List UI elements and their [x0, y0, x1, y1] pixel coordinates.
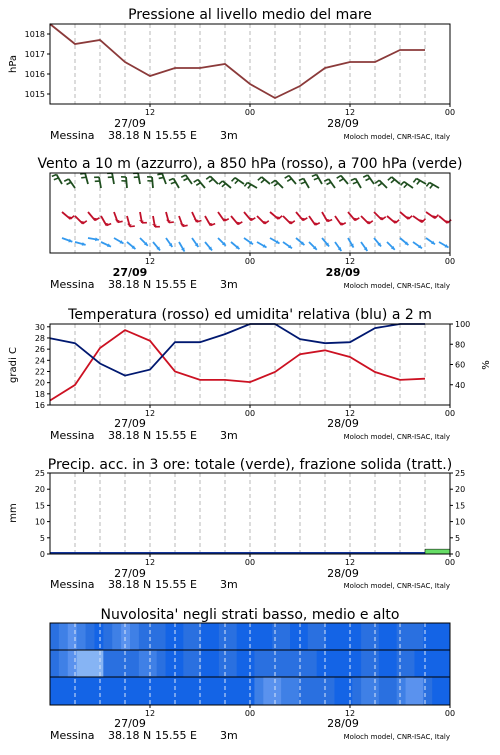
cloud-cell	[237, 650, 246, 677]
cloud-cell	[334, 650, 343, 677]
location-lat: 38.18 N	[108, 729, 151, 742]
cloud-cell	[68, 677, 77, 705]
cloud-cell	[174, 623, 183, 650]
wind-barb	[387, 216, 395, 223]
temperature-title: Temperatura (rosso) ed umidita' relativa (blu) a 2 m	[67, 307, 432, 323]
wind-barb	[112, 173, 114, 184]
location-alt: 3m	[220, 129, 238, 142]
cloud-cell	[50, 650, 59, 677]
cloud-cell	[414, 650, 423, 677]
pressure-x-ticks	[145, 104, 455, 117]
cloud-cell	[308, 623, 317, 650]
x-tick-label: 12	[345, 409, 355, 418]
cloud-cell	[121, 650, 130, 677]
wind-barbs	[52, 173, 451, 251]
cloud-cell	[174, 650, 183, 677]
wind-barb-feather	[52, 174, 57, 176]
cloud-cell	[290, 623, 299, 650]
wind-barb-feather	[312, 174, 317, 176]
cloud-cell	[308, 650, 317, 677]
x-tick-label: 12	[345, 709, 355, 718]
y-tick-label: 22	[35, 367, 45, 376]
y-tick-label: 20	[35, 485, 45, 494]
cloud-cell	[139, 623, 148, 650]
x-tick-label: 00	[245, 257, 255, 266]
cloud-cell	[201, 623, 210, 650]
wind-barb-feather	[244, 183, 247, 187]
y-tick-label: 16	[35, 401, 45, 410]
location-lon: 15.55 E	[155, 429, 197, 442]
cloud-panel	[50, 607, 455, 742]
x-tick-label: 00	[245, 709, 255, 718]
wind-barb-feather	[339, 179, 343, 182]
cloud-cell	[361, 623, 370, 650]
cloud-cell	[441, 677, 450, 705]
y-tick-label: 100	[455, 320, 470, 329]
wind-barb-feather	[196, 183, 200, 186]
cloud-cell	[281, 623, 290, 650]
location-lat: 38.18 N	[108, 278, 151, 291]
y-tick-label: 25	[35, 469, 45, 478]
y-tick-label: 1017	[25, 50, 45, 59]
wind-barb-feather	[301, 182, 306, 184]
y-tick-label: 1016	[25, 70, 45, 79]
y-tick-label: 0	[455, 550, 460, 559]
location-name: Messina	[50, 729, 95, 742]
wind-barb-feather	[54, 178, 59, 180]
cloud-cell	[237, 677, 246, 705]
cloud-cell	[352, 650, 361, 677]
y-tick-label: 1015	[25, 90, 45, 99]
cloud-cell	[174, 677, 183, 705]
cloud-cell	[254, 677, 263, 705]
wind-barb	[75, 216, 83, 224]
cloud-location	[50, 729, 450, 742]
cloud-cell	[94, 677, 103, 705]
wind-x-ticks	[145, 253, 455, 266]
cloud-cells	[50, 623, 451, 705]
cloud-cell	[166, 650, 175, 677]
cloud-cell	[50, 623, 59, 650]
y-tick-label: 15	[35, 501, 45, 510]
wind-barb-feather	[285, 176, 289, 179]
wind-barb	[413, 216, 422, 222]
pressure-date-2: 28/09	[327, 117, 359, 130]
wind-barb-feather	[67, 182, 71, 184]
wind-barb-feather	[287, 179, 291, 182]
cloud-cell	[343, 677, 352, 705]
cloud-cell	[86, 677, 95, 705]
wind-barb-feather	[413, 179, 416, 183]
x-tick-label: 00	[445, 709, 455, 718]
wind-date-1: 27/09	[113, 266, 148, 279]
y-tick-label: 30	[35, 323, 45, 332]
x-tick-label: 12	[145, 709, 155, 718]
pressure-date-1: 27/09	[114, 117, 146, 130]
x-tick-label: 00	[245, 409, 255, 418]
temperature-location	[50, 429, 450, 442]
y-tick-label: 24	[35, 356, 45, 365]
wind-date-2: 28/09	[326, 266, 361, 279]
precipitation-title: Precip. acc. in 3 ore: totale (verde), frazione solida (tratt.)	[48, 457, 452, 473]
wind-barb	[162, 174, 166, 184]
cloud-cell	[228, 650, 237, 677]
cloud-cell	[388, 623, 397, 650]
cloud-cell	[201, 650, 210, 677]
pressure-location	[50, 129, 450, 142]
cloud-cell	[183, 650, 192, 677]
location-alt: 3m	[220, 729, 238, 742]
wind-barb	[152, 177, 153, 188]
cloud-cell	[361, 650, 370, 677]
cloud-cell	[219, 650, 228, 677]
x-tick-label: 12	[345, 257, 355, 266]
location-lat: 38.18 N	[108, 429, 151, 442]
credit-label: Moloch model, CNR-ISAC, Italy	[344, 282, 450, 290]
wind-barb-feather	[351, 178, 356, 180]
pressure-panel	[8, 7, 455, 142]
cloud-cell	[59, 677, 68, 705]
wind-barb-feather	[426, 183, 429, 187]
cloud-cell	[397, 623, 406, 650]
cloud-cell	[414, 623, 423, 650]
wind-barb	[138, 173, 140, 184]
temperature-panel	[8, 307, 492, 442]
cloud-cell	[77, 650, 86, 677]
cloud-cell	[210, 677, 219, 705]
location-name: Messina	[50, 129, 95, 142]
temperature-ylabel: gradi C	[8, 347, 19, 383]
cloud-cell	[157, 677, 166, 705]
cloud-date-2: 28/09	[327, 717, 359, 730]
y-tick-label: 18	[35, 390, 45, 399]
x-tick-label: 12	[145, 108, 155, 117]
wind-barb-feather	[219, 181, 223, 184]
cloud-cell	[121, 623, 130, 650]
cloud-cell	[379, 677, 388, 705]
y-tick-label: 10	[35, 518, 45, 527]
credit-label: Moloch model, CNR-ISAC, Italy	[344, 582, 450, 590]
cloud-cell	[388, 650, 397, 677]
y-tick-label: 5	[40, 534, 45, 543]
location-lon: 15.55 E	[155, 578, 197, 591]
wind-barb-feather	[222, 184, 226, 187]
wind-panel	[37, 156, 462, 291]
precipitation-frame	[50, 473, 450, 554]
cloud-cell	[361, 677, 370, 705]
cloud-cell	[406, 677, 415, 705]
cloud-cell	[148, 677, 157, 705]
precipitation-bar	[425, 549, 450, 554]
cloud-cell	[352, 623, 361, 650]
cloud-cell	[254, 623, 263, 650]
location-name: Messina	[50, 578, 95, 591]
cloud-cell	[210, 623, 219, 650]
pressure-title: Pressione al livello medio del mare	[128, 7, 372, 23]
y-tick-label: 80	[455, 340, 465, 349]
precipitation-x-ticks	[145, 554, 455, 567]
wind-barb-feather	[299, 178, 304, 180]
cloud-cell	[263, 623, 272, 650]
wind-barb-feather	[430, 185, 433, 189]
x-tick-label: 00	[445, 108, 455, 117]
cloud-cell	[272, 677, 281, 705]
cloud-cell	[228, 677, 237, 705]
cloud-cell	[183, 623, 192, 650]
y-tick-label: 0	[40, 550, 45, 559]
cloud-cell	[254, 650, 263, 677]
cloud-cell	[50, 677, 59, 705]
cloud-cell	[228, 623, 237, 650]
cloud-cell	[183, 677, 192, 705]
wind-barb-feather	[232, 178, 235, 182]
cloud-cell	[397, 650, 406, 677]
temperature-line	[50, 330, 425, 400]
x-tick-label: 00	[445, 257, 455, 266]
cloud-cell	[308, 677, 317, 705]
temperature-lines	[50, 324, 425, 401]
cloud-cell	[201, 677, 210, 705]
pressure-lines	[50, 24, 425, 98]
wind-barb-feather	[378, 183, 382, 186]
temperature-date-1: 27/09	[114, 417, 146, 430]
credit-label: Moloch model, CNR-ISAC, Italy	[344, 733, 450, 741]
wind-barb-feather	[157, 174, 162, 175]
wind-barb-feather	[169, 222, 174, 223]
cloud-title: Nuvolosita' negli strati basso, medio e alto	[101, 607, 400, 623]
location-lat: 38.18 N	[108, 578, 151, 591]
wind-barb-feather	[209, 179, 213, 182]
cloud-cell	[281, 677, 290, 705]
cloud-cell	[326, 650, 335, 677]
cloud-cell	[379, 650, 388, 677]
cloud-cell	[219, 677, 228, 705]
wind-barb-feather	[337, 176, 341, 179]
pressure-frame	[50, 24, 450, 104]
y-tick-label: 60	[455, 361, 465, 370]
cloud-cell	[94, 650, 103, 677]
cloud-cell	[94, 623, 103, 650]
x-tick-label: 12	[345, 558, 355, 567]
location-alt: 3m	[220, 429, 238, 442]
cloud-cell	[86, 650, 95, 677]
precipitation-ylabel: mm	[8, 503, 19, 522]
cloud-cell	[334, 623, 343, 650]
cloud-cell	[112, 677, 121, 705]
pressure-line	[50, 24, 425, 98]
wind-barb-feather	[353, 182, 358, 184]
wind-barb-feather	[366, 178, 370, 180]
wind-barb-feather	[404, 184, 407, 188]
precipitation-panel	[8, 457, 465, 591]
wind-barb-feather	[159, 177, 164, 178]
cloud-cell	[432, 677, 441, 705]
temperature-date-2: 28/09	[327, 417, 359, 430]
cloud-cell	[272, 650, 281, 677]
cloud-cell	[272, 623, 281, 650]
wind-barb-feather	[391, 180, 395, 183]
cloud-cell	[397, 677, 406, 705]
cloud-cell	[68, 623, 77, 650]
location-lon: 15.55 E	[155, 129, 197, 142]
cloud-cell	[414, 677, 423, 705]
cloud-cell	[77, 623, 86, 650]
location-name: Messina	[50, 429, 95, 442]
wind-title: Vento a 10 m (azzurro), a 850 hPa (rosso), a 700 hPa (verde)	[37, 156, 462, 172]
wind-barb-feather	[169, 178, 174, 180]
y-tick-label: 20	[455, 485, 465, 494]
cloud-cell	[352, 677, 361, 705]
cloud-cell	[121, 677, 130, 705]
cloud-cell	[77, 677, 86, 705]
x-tick-label: 00	[445, 558, 455, 567]
cloud-cell	[441, 650, 450, 677]
y-tick-label: 28	[35, 334, 45, 343]
cloud-cell	[263, 677, 272, 705]
cloud-cell	[219, 623, 228, 650]
wind-barb-feather	[64, 179, 68, 181]
wind-barb-feather	[258, 177, 262, 180]
cloud-cell	[237, 623, 246, 650]
wind-barb-feather	[194, 180, 198, 183]
cloud-cell	[441, 623, 450, 650]
temperature-grid	[75, 324, 425, 405]
cloud-cell	[130, 677, 139, 705]
cloud-cell	[281, 650, 290, 677]
wind-barb-feather	[130, 226, 135, 227]
cloud-cell	[290, 650, 299, 677]
temperature-x-ticks	[145, 405, 455, 418]
wind-barb	[439, 216, 447, 223]
wind-barb-feather	[388, 177, 392, 180]
wind-barb-feather	[375, 180, 379, 183]
wind-barb-feather	[417, 181, 420, 185]
wind-barb-feather	[363, 175, 367, 177]
cloud-cell	[166, 623, 175, 650]
credit-label: Moloch model, CNR-ISAC, Italy	[344, 133, 450, 141]
y-tick-label: 10	[455, 518, 465, 527]
y-tick-label: 1018	[25, 30, 45, 39]
wind-barb	[99, 177, 101, 188]
wind-barb-feather	[81, 177, 86, 178]
location-alt: 3m	[220, 578, 238, 591]
cloud-cell	[112, 650, 121, 677]
cloud-cell	[68, 650, 77, 677]
wind-barb	[62, 212, 70, 219]
cloud-cell	[103, 650, 112, 677]
cloud-cell	[157, 623, 166, 650]
wind-barb-feather	[401, 182, 404, 186]
cloud-cell	[112, 623, 121, 650]
wind-barb-feather	[314, 178, 319, 180]
cloud-cell	[379, 623, 388, 650]
wind-location	[50, 278, 450, 291]
cloud-cell	[406, 650, 415, 677]
wind-barb	[426, 212, 435, 218]
y-tick-label: 26	[35, 345, 45, 354]
cloud-cell	[326, 623, 335, 650]
cloud-cell	[343, 650, 352, 677]
wind-barb-feather	[184, 178, 188, 180]
cloud-cell	[406, 623, 415, 650]
precipitation-date-2: 28/09	[327, 567, 359, 580]
x-tick-label: 12	[145, 257, 155, 266]
location-alt: 3m	[220, 278, 238, 291]
cloud-cell	[157, 650, 166, 677]
y-tick-label: 20	[35, 379, 45, 388]
cloud-x-ticks	[145, 705, 455, 718]
x-tick-label: 00	[445, 409, 455, 418]
cloud-cell	[432, 650, 441, 677]
pressure-ylabel: hPa	[8, 55, 19, 73]
cloud-cell	[148, 623, 157, 650]
cloud-cell	[59, 650, 68, 677]
y-tick-label: 40	[455, 381, 465, 390]
cloud-cell	[326, 677, 335, 705]
cloud-cell	[343, 623, 352, 650]
cloud-cell	[130, 650, 139, 677]
x-tick-label: 00	[245, 108, 255, 117]
cloud-cell	[103, 677, 112, 705]
precipitation-date-1: 27/09	[114, 567, 146, 580]
wind-barb	[400, 212, 408, 219]
y-tick-label: 15	[455, 501, 465, 510]
cloud-cell	[166, 677, 175, 705]
cloud-cell	[86, 623, 95, 650]
precipitation-location	[50, 578, 450, 591]
wind-barb-feather	[235, 180, 238, 184]
wind-barb-feather	[324, 179, 328, 181]
pressure-y-ticks	[25, 30, 50, 99]
x-tick-label: 00	[245, 558, 255, 567]
y-tick-label: 25	[455, 469, 465, 478]
cloud-cell	[263, 650, 272, 677]
cloud-cell	[139, 677, 148, 705]
cloud-cell	[334, 677, 343, 705]
cloud-cell	[130, 623, 139, 650]
wind-barb	[126, 177, 127, 188]
location-lon: 15.55 E	[155, 278, 197, 291]
cloud-cell	[103, 623, 112, 650]
location-lon: 15.55 E	[155, 729, 197, 742]
x-tick-label: 12	[345, 108, 355, 117]
cloud-cell	[59, 623, 68, 650]
cloud-cell	[388, 677, 397, 705]
cloud-cell	[139, 650, 148, 677]
cloud-cell	[290, 677, 299, 705]
wind-barb-feather	[261, 180, 265, 183]
wind-barb-feather	[206, 176, 210, 179]
cloud-cell	[148, 650, 157, 677]
wind-barb-feather	[181, 175, 185, 177]
temperature-frame	[50, 324, 450, 405]
cloud-cell	[210, 650, 219, 677]
cloud-date-1: 27/09	[114, 717, 146, 730]
credit-label: Moloch model, CNR-ISAC, Italy	[344, 433, 450, 441]
wind-barb-feather	[327, 182, 331, 184]
wind-barb	[85, 173, 88, 184]
location-name: Messina	[50, 278, 95, 291]
precipitation-grid	[75, 473, 425, 554]
x-tick-label: 12	[145, 409, 155, 418]
cloud-cell	[432, 623, 441, 650]
y-tick-label: 5	[455, 534, 460, 543]
wind-barb	[270, 212, 278, 219]
humidity-ylabel: %	[481, 360, 492, 370]
x-tick-label: 12	[145, 558, 155, 567]
location-lat: 38.18 N	[108, 129, 151, 142]
